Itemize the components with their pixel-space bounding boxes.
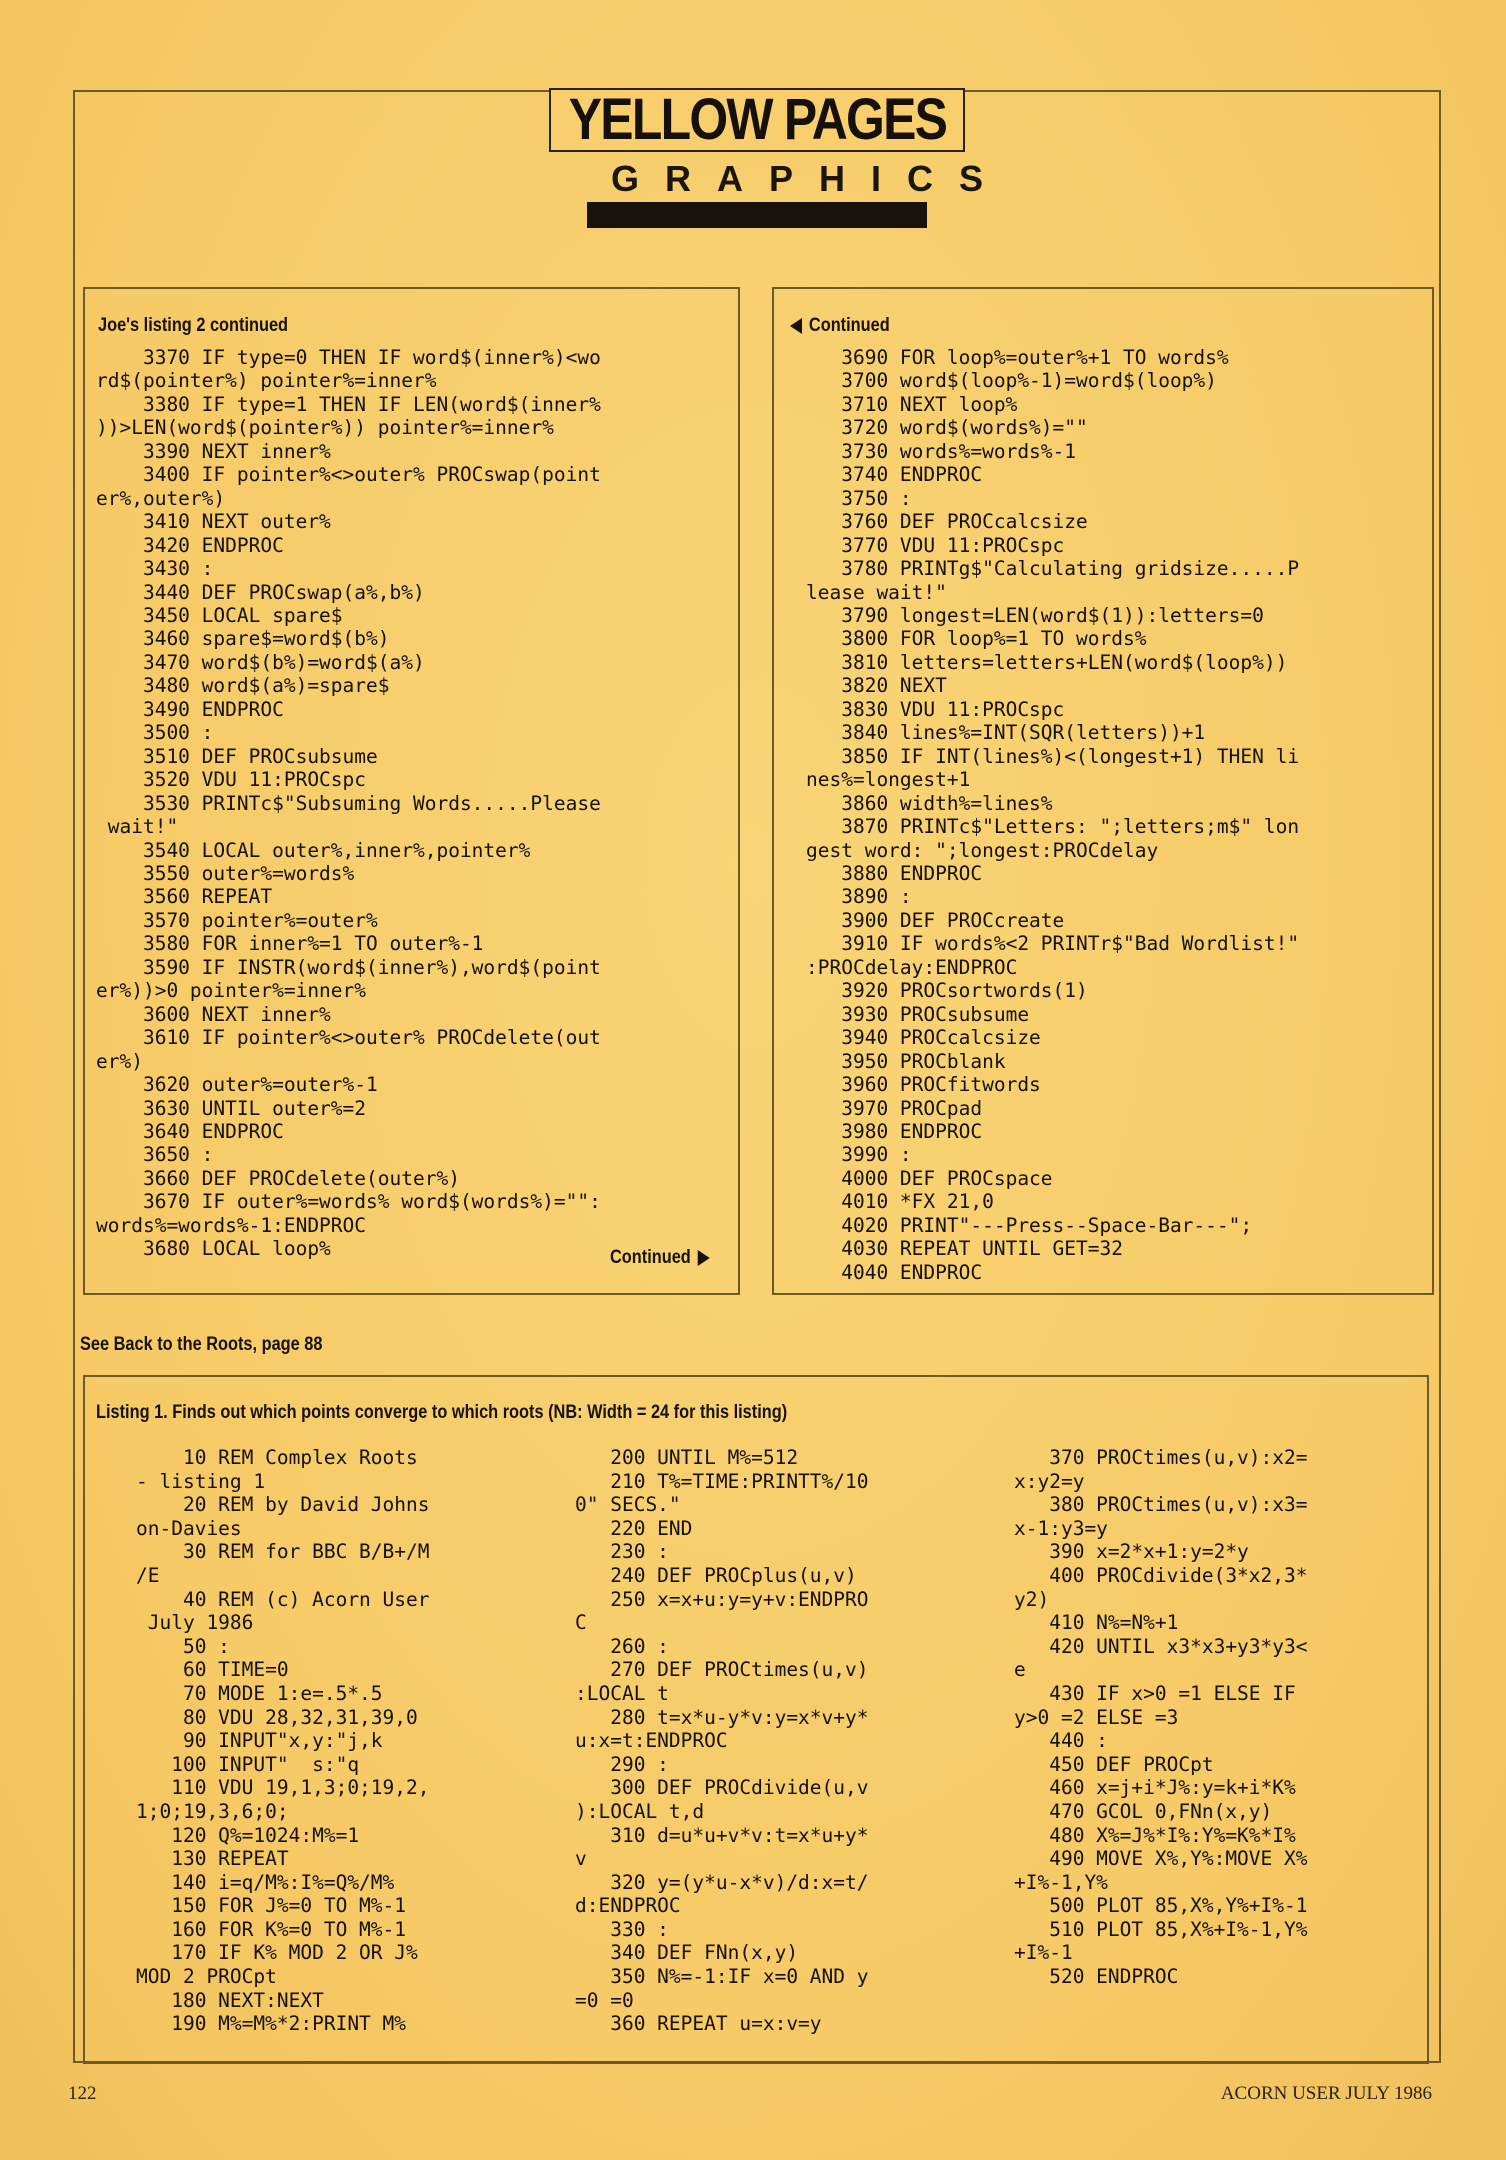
continued-marker-top	[790, 315, 890, 337]
listing1-code-col2: 200 UNTIL M%=512 210 T%=TIME:PRINTT%/10 0" SECS." 220 END 230 : 240 DEF PROCplus(u,v) 250 x=x+u:y=y+v:ENDPRO C 260 : 270 DEF PROCtimes(u,v) :LOCAL t 280 t=x*u-y*v:y=x*v+y* u:x=t:ENDPROC 290 : 300 DEF PROCdivide(u,v ):LOCAL t,d 310 d=u*u+v*v:t=x*u+y* v 320 y=(y*u-x*v)/d:x=t/ d:ENDPROC 330 : 340 DEF FNn(x,y) 350 N%=-1:IF x=0 AND y =0 =0 360 REPEAT u=x:v=y	[575, 1446, 869, 2036]
continued-label: Continued	[610, 1247, 691, 1268]
joes-listing-code-left: 3370 IF type=0 THEN IF word$(inner%)<wo rd$(pointer%) pointer%=inner% 3380 IF type=1 THEN IF LEN(word$(inner% ))>LEN(word$(pointer%)) pointer%=inner% 3390 NEXT inner% 3400 IF pointer%<>outer% PROCswap(point er%,outer%) 3410 NEXT outer% 3420 ENDPROC 3430 : 3440 DEF PROCswap(a%,b%) 3450 LOCAL spare$ 3460 spare$=word$(b%) 3470 word$(b%)=word$(a%) 3480 word$(a%)=spare$ 3490 ENDPROC 3500 : 3510 DEF PROCsubsume 3520 VDU 11:PROCspc 3530 PRINTc$"Subsuming Words.....Please wait!" 3540 LOCAL outer%,inner%,pointer% 3550 outer%=words% 3560 REPEAT 3570 pointer%=outer% 3580 FOR inner%=1 TO outer%-1 3590 IF INSTR(word$(inner%),word$(point er%))>0 pointer%=inner% 3600 NEXT inner% 3610 IF pointer%<>outer% PROCdelete(out er%) 3620 outer%=outer%-1 3630 UNTIL outer%=2 3640 ENDPROC 3650 : 3660 DEF PROCdelete(outer%) 3670 IF outer%=words% word$(words%)="": words%=words%-1:ENDPROC 3680 LOCAL loop%	[96, 346, 601, 1261]
masthead	[549, 88, 965, 152]
page-number: 122	[68, 2083, 97, 2104]
listing1-code-col1: 10 REM Complex Roots - listing 1 20 REM by David Johns on-Davies 30 REM for BBC B/B+/M /E 40 REM (c) Acorn User July 1986 50 : 60 TIME=0 70 MODE 1:e=.5*.5 80 VDU 28,32,31,39,0 90 INPUT"x,y:"j,k 100 INPUT" s:"q 110 VDU 19,1,3;0;19,2, 1;0;19,3,6;0; 120 Q%=1024:M%=1 130 REPEAT 140 i=q/M%:I%=Q%/M% 150 FOR J%=0 TO M%-1 160 FOR K%=0 TO M%-1 170 IF K% MOD 2 OR J% MOD 2 PROCpt 180 NEXT:NEXT 190 M%=M%*2:PRINT M%	[136, 1446, 430, 2036]
continued-marker-bottom	[610, 1247, 710, 1269]
joes-listing-code-right: 3690 FOR loop%=outer%+1 TO words% 3700 word$(loop%-1)=word$(loop%) 3710 NEXT loop% 3720 word$(words%)="" 3730 words%=words%-1 3740 ENDPROC 3750 : 3760 DEF PROCcalcsize 3770 VDU 11:PROCspc 3780 PRINTg$"Calculating gridsize.....P lease wait!" 3790 longest=LEN(word$(1)):letters=0 3800 FOR loop%=1 TO words% 3810 letters=letters+LEN(word$(loop%)) 3820 NEXT 3830 VDU 11:PROCspc 3840 lines%=INT(SQR(letters))+1 3850 IF INT(lines%)<(longest+1) THEN li nes%=longest+1 3860 width%=lines% 3870 PRINTc$"Letters: ";letters;m$" lon gest word: ";longest:PROCdelay 3880 ENDPROC 3890 : 3900 DEF PROCcreate 3910 IF words%<2 PRINTr$"Bad Wordlist!" :PROCdelay:ENDPROC 3920 PROCsortwords(1) 3930 PROCsubsume 3940 PROCcalcsize 3950 PROCblank 3960 PROCfitwords 3970 PROCpad 3980 ENDPROC 3990 : 4000 DEF PROCspace 4010 *FX 21,0 4020 PRINT"---Press--Space-Bar---"; 4030 REPEAT UNTIL GET=32 4040 ENDPROC	[806, 346, 1300, 1284]
section-underline-bar	[587, 202, 927, 228]
listing1-heading: Listing 1. Finds out which points converge to which roots (NB: Width = 24 for this listing)	[96, 1402, 788, 1423]
see-back-reference: See Back to the Roots, page 88	[80, 1334, 323, 1355]
listing1-code-col3: 370 PROCtimes(u,v):x2= x:y2=y 380 PROCtimes(u,v):x3= x-1:y3=y 390 x=2*x+1:y=2*y 400 PROCdivide(3*x2,3* y2) 410 N%=N%+1 420 UNTIL x3*x3+y3*y3< e 430 IF x>0 =1 ELSE IF y>0 =2 ELSE =3 440 : 450 DEF PROCpt 460 x=j+i*J%:y=k+i*K% 470 GCOL 0,FNn(x,y) 480 X%=J%*I%:Y%=K%*I% 490 MOVE X%,Y%:MOVE X% +I%-1,Y% 500 PLOT 85,X%,Y%+I%-1 510 PLOT 85,X%+I%-1,Y% +I%-1 520 ENDPROC	[1014, 1446, 1308, 1989]
publication-footer: ACORN USER JULY 1986	[1220, 2083, 1432, 2104]
joes-listing-heading: Joe's listing 2 continued	[98, 315, 289, 336]
arrow-left-icon	[790, 318, 802, 334]
arrow-right-icon	[698, 1250, 710, 1266]
right-continued-label: Continued	[808, 315, 890, 336]
section-label: GRAPHICS	[611, 158, 1010, 199]
masthead-title: YELLOW PAGES	[568, 87, 946, 152]
